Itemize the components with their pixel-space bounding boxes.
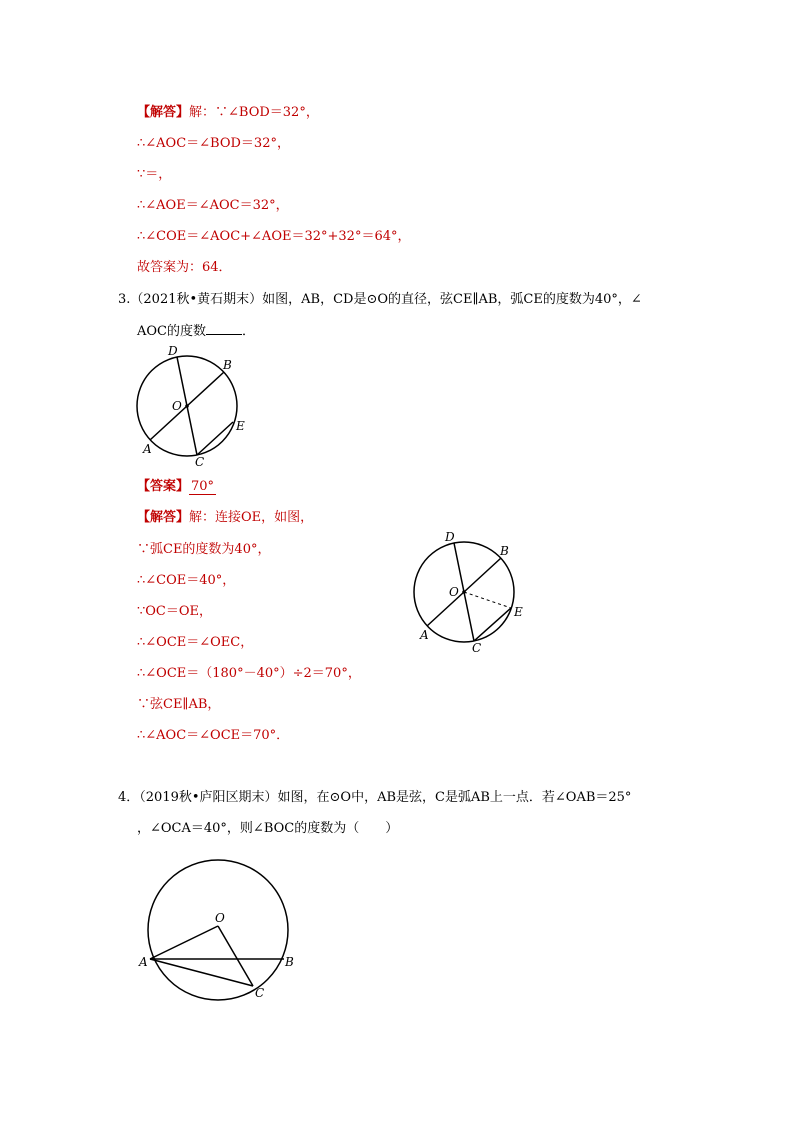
prev-solution-line-5: ∴∠COE＝∠AOC+∠AOE＝32°+32°＝64°， xyxy=(137,229,411,244)
prev-solution-line-2: ∴∠AOC＝∠BOD＝32°， xyxy=(137,136,290,151)
q3-solution-tag: 【解答】 xyxy=(137,510,190,525)
q3-answer-blank[interactable] xyxy=(206,322,242,335)
q4-label-c: C xyxy=(255,986,265,1000)
q3-label-a: A xyxy=(143,442,152,456)
q3-label-d: D xyxy=(168,344,178,358)
prev-solution-line-1: 【解答】解：∵∠BOD＝32°， xyxy=(137,105,319,120)
q4-segment-oa xyxy=(150,926,218,959)
q3-solution-line-6: ∴∠OCE＝（180°－40°）÷2＝70°， xyxy=(137,666,361,681)
q3-center-dot xyxy=(185,404,189,408)
q3-solution-line-7: ∵弦CE∥AB， xyxy=(137,697,221,712)
q3-solution-figure xyxy=(406,528,536,658)
q4-stem-line-1: 4．（2019秋•庐阳区期末）如图，在⊙O中，AB是弦，C是弧AB上一点．若∠OAB＝25° xyxy=(118,790,632,805)
q3-solution-line-8: ∴∠AOC＝∠OCE＝70°． xyxy=(137,728,290,743)
q3s-label-c: C xyxy=(472,641,482,655)
q3s-dashed-oe xyxy=(464,592,511,608)
q3-chord-ce xyxy=(197,422,233,455)
q4-label-b: B xyxy=(285,955,294,969)
q3-stem-line-2: AOC的度数 ． xyxy=(137,324,256,339)
prev-solution-line-4: ∴∠AOE＝∠AOC＝32°， xyxy=(137,198,289,213)
q3s-label-d: D xyxy=(445,530,455,544)
q3-solution-line-2: ∵弧CE的度数为40°， xyxy=(137,542,271,557)
prev-solution-tag: 【解答】 xyxy=(137,105,190,120)
q4-segment-ac xyxy=(150,959,253,986)
q3-answer-value: 70° xyxy=(191,479,215,494)
q3-solution-line-5: ∴∠OCE＝∠OEC， xyxy=(137,635,254,650)
q3-solution-line-1: 【解答】解：连接OE，如图， xyxy=(137,510,314,525)
q3s-center-dot xyxy=(462,590,466,594)
q3-solution-line-4: ∵OC＝OE， xyxy=(137,604,213,619)
q3-stem-line-1: 3.（2021秋•黄石期末）如图，AB，CD是⊙O的直径，弦CE∥AB，弧CE的度数为40°，∠ xyxy=(118,292,642,307)
q3-label-e: E xyxy=(236,419,245,433)
q4-segment-oc xyxy=(218,926,253,986)
q4-figure xyxy=(136,856,306,1006)
q4-label-o: O xyxy=(215,911,225,925)
q4-label-a: A xyxy=(139,955,148,969)
q3-answer-tag: 【答案】 xyxy=(137,479,190,494)
q3-label-o: O xyxy=(172,399,182,413)
q3-solution-line-3: ∴∠COE＝40°， xyxy=(137,573,236,588)
q3s-label-b: B xyxy=(500,544,509,558)
q3s-chord-ce xyxy=(474,608,511,641)
q3-figure xyxy=(128,342,248,472)
q3s-label-a: A xyxy=(420,628,429,642)
q3-answer-line xyxy=(137,478,216,496)
prev-solution-conclusion: 故答案为：64． xyxy=(137,260,232,275)
q3s-label-o: O xyxy=(449,585,459,599)
q4-circle xyxy=(148,860,288,1000)
q3-label-b: B xyxy=(223,358,232,372)
q3s-label-e: E xyxy=(514,605,523,619)
prev-solution-line-3: ∵＝， xyxy=(137,167,172,182)
q3-label-c: C xyxy=(195,455,205,469)
q4-stem-line-2: ，∠OCA＝40°，则∠BOC的度数为（ ） xyxy=(137,821,399,836)
